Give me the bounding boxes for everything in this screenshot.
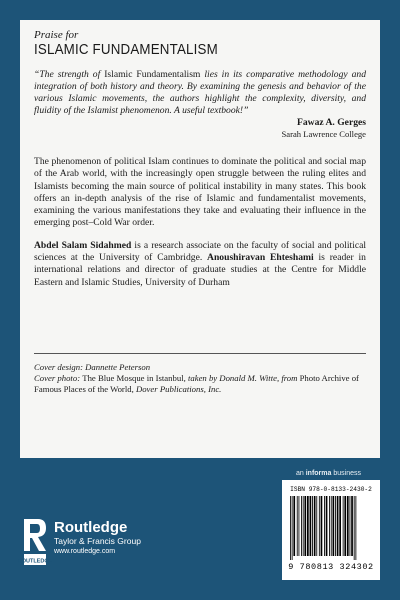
author2-name: Anoushiravan Ehteshami	[207, 252, 314, 264]
author2-bio: is reader in international relations and director of graduate studies at the Centre for Middle Eastern and Islamic Studies, University of Durham	[34, 252, 366, 288]
publisher-group: Taylor & Francis Group	[54, 536, 141, 546]
quote-book-title: Islamic Fundamentalism	[104, 69, 201, 80]
barcode-bar	[351, 496, 353, 556]
isbn-label: ISBN 978-0-8133-2430-2	[290, 486, 372, 493]
publisher-block	[54, 520, 141, 557]
endorser-name: Fawaz A. Gerges	[296, 117, 366, 128]
barcode-bar	[321, 496, 323, 556]
book-title: ISLAMIC FUNDAMENTALISM	[34, 42, 218, 58]
quote-part2: lies in its comparative methodology and integration of both history and theory. By examining the genesis and behavior of the various Islamic movements, the authors highlight the complexity, diversity, and fluidity of the Islamist phenomenon. A useful textbook!”	[34, 69, 366, 116]
barcode-bar	[314, 496, 316, 556]
barcode-bar	[301, 496, 302, 556]
isbn-barcode	[282, 480, 380, 580]
barcode-bar	[354, 496, 355, 560]
cover-design-credit: Cover design: Dannette Peterson	[34, 362, 151, 372]
photo-title: The Blue Mosque in Istanbul	[82, 373, 184, 384]
barcode-bar	[299, 496, 300, 556]
publisher-name: Routledge	[54, 519, 128, 536]
barcode-bar	[297, 496, 298, 556]
photo-mid: , taken by Donald M. Witte, from	[183, 373, 300, 384]
photo-comma: ,	[131, 384, 136, 395]
barcode-bar	[316, 496, 317, 556]
barcode-bar	[292, 496, 293, 560]
barcode-bar	[312, 496, 313, 556]
barcode-bar	[293, 496, 295, 556]
barcode-bar	[326, 496, 328, 556]
informa-prefix: an	[296, 470, 306, 477]
barcode-bar	[355, 496, 356, 560]
barcode-bars	[289, 496, 375, 560]
barcode-bar	[307, 496, 309, 556]
photo-source: Photo Archive of Famous Places of the World	[34, 373, 359, 395]
barcode-bar	[347, 496, 349, 556]
informa-tagline	[296, 470, 361, 477]
cover-credits	[34, 362, 366, 396]
barcode-bar	[303, 496, 304, 556]
praise-for-label: Praise for	[34, 29, 79, 41]
barcode-bar	[331, 496, 332, 556]
barcode-bar	[337, 496, 339, 556]
barcode-bar	[304, 496, 306, 556]
informa-brand: informa	[305, 470, 332, 477]
barcode-bar	[319, 496, 320, 556]
barcode-bar	[350, 496, 351, 556]
divider	[34, 353, 366, 354]
svg-text:ROUTLEDGE: ROUTLEDGE	[17, 558, 53, 565]
barcode-bar	[329, 496, 330, 556]
photo-publisher: Dover Publications, Inc.	[135, 384, 222, 395]
barcode-digits: 9 780813 324302	[288, 562, 374, 572]
barcode-bar	[344, 496, 346, 556]
barcode-bar	[310, 496, 312, 556]
barcode-bar	[339, 496, 341, 556]
endorsement-quote	[34, 69, 366, 117]
book-description: The phenomenon of political Islam continues to dominate the political and social map of the Arab world, with the increasingly open struggle between the ruling elites and Islamists becoming the main source of political instability in many states. This book offers an in-depth analysis of the rise of Islamic and fundamentalist movements, examining the various manifestations they take and evaluating their influence in the emerging post–Cold War order.	[34, 156, 366, 229]
barcode-bar	[333, 496, 335, 556]
author-bios	[34, 240, 366, 289]
publisher-url[interactable]: www.routledge.com	[54, 548, 116, 555]
routledge-logo-icon	[17, 515, 53, 567]
barcode-bar	[290, 496, 291, 560]
author1-bio: is a research associate on the faculty of social and political sciences at the University of Cambridge.	[34, 239, 367, 264]
barcode-bar	[343, 496, 344, 556]
photo-prefix: Cover photo:	[34, 373, 83, 384]
author1-name: Abdel Salam Sidahmed	[34, 239, 132, 251]
informa-suffix: business	[331, 470, 361, 477]
barcode-bar	[324, 496, 325, 556]
back-cover-panel	[20, 20, 380, 458]
barcode-bar	[335, 496, 336, 556]
endorser-institution: Sarah Lawrence College	[281, 129, 366, 139]
quote-part1: “The strength of	[34, 69, 105, 80]
